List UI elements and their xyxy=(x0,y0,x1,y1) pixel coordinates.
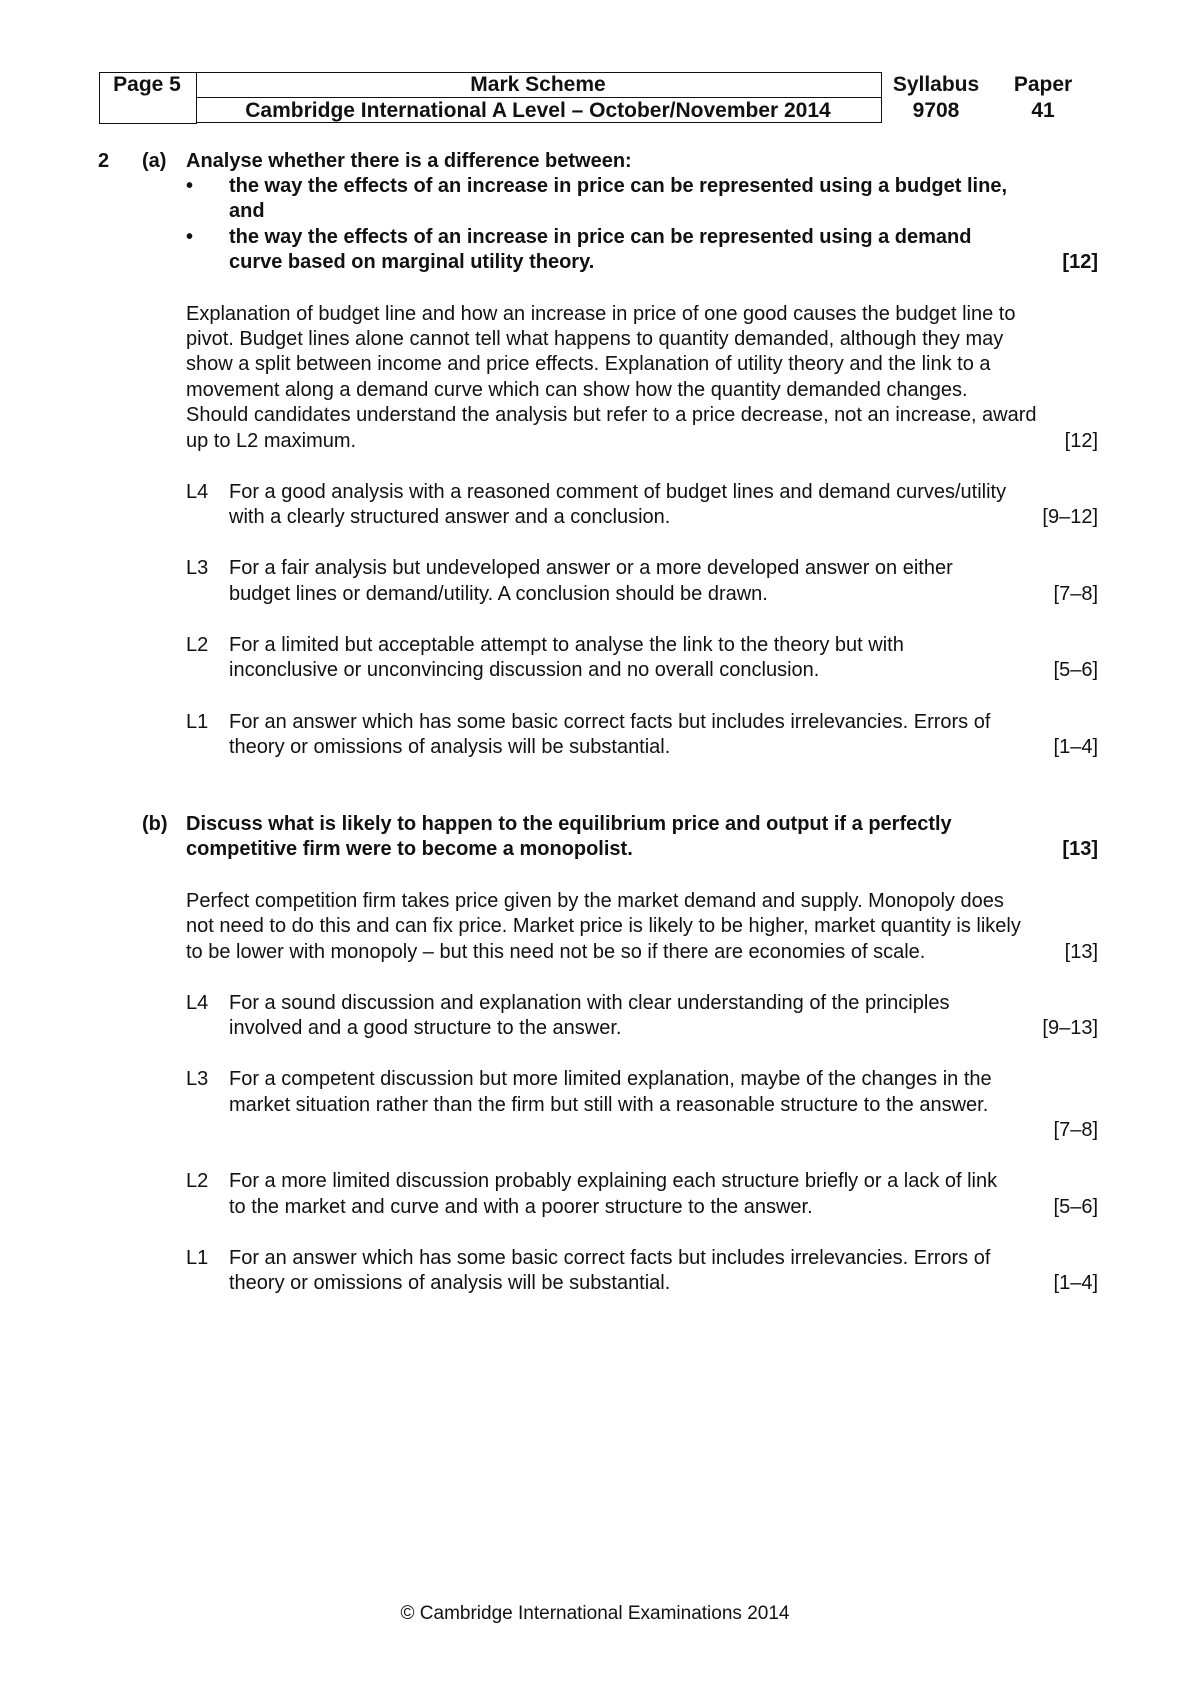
level-tag: L4 xyxy=(186,992,209,1014)
paper-label: Paper xyxy=(1013,73,1073,96)
guidance-line: pivot. Budget lines alone cannot tell what happens to quantity demanded, although they may xyxy=(186,328,1004,350)
doc-title: Mark Scheme xyxy=(470,73,606,96)
guidance-marks: [12] xyxy=(1064,430,1098,452)
level-tag: L3 xyxy=(186,557,209,579)
level-text-line-1: For a good analysis with a reasoned comment of budget lines and demand curves/utility xyxy=(229,481,1007,503)
level-marks: [9–13] xyxy=(1042,1017,1098,1039)
guidance-marks: [13] xyxy=(1064,941,1098,963)
syllabus-label: Syllabus xyxy=(892,73,980,96)
level-text-line-1: For an answer which has some basic correct facts but includes irrelevancies. Errors of xyxy=(229,1247,991,1269)
level-text-line-2: to the market and curve and with a poorer structure to the answer. xyxy=(229,1196,813,1218)
level-tag: L1 xyxy=(186,1247,209,1269)
level-marks: [7–8] xyxy=(1053,583,1098,605)
bullet-1-line-2: and xyxy=(229,200,265,222)
level-text-line-1: For a more limited discussion probably explaining each structure briefly or a lack of link xyxy=(229,1170,998,1192)
guidance-line: up to L2 maximum. xyxy=(186,430,357,452)
level-marks: [7–8] xyxy=(1053,1119,1098,1141)
part-b-stem-line-1: Discuss what is likely to happen to the equilibrium price and output if a perfectly xyxy=(186,813,952,835)
part-b-label: (b) xyxy=(142,813,168,835)
level-tag: L2 xyxy=(186,1170,209,1192)
part-b-marks: [13] xyxy=(1062,838,1098,860)
level-tag: L2 xyxy=(186,634,209,656)
guidance-line: Should candidates understand the analysis but refer to a price decrease, not an increase, award xyxy=(186,404,1037,426)
bullet-1-line-1: the way the effects of an increase in price can be represented using a budget line, xyxy=(229,175,1007,197)
level-text-line-1: For a fair analysis but undeveloped answer or a more developed answer on either xyxy=(229,557,953,579)
level-marks: [9–12] xyxy=(1042,506,1098,528)
level-tag: L3 xyxy=(186,1068,209,1090)
part-b-stem-line-2: competitive firm were to become a monopolist. xyxy=(186,838,633,860)
level-text-line-1: For a limited but acceptable attempt to analyse the link to the theory but with xyxy=(229,634,904,656)
level-marks: [1–4] xyxy=(1053,736,1098,758)
level-text-line-2: with a clearly structured answer and a conclusion. xyxy=(229,506,671,528)
syllabus-value: 9708 xyxy=(912,99,960,122)
guidance-line: movement along a demand curve which can show how the quantity demanded changes. xyxy=(186,379,968,401)
level-marks: [1–4] xyxy=(1053,1272,1098,1294)
page-number: Page 5 xyxy=(113,73,181,96)
level-marks: [5–6] xyxy=(1053,1196,1098,1218)
level-text-line-1: For a sound discussion and explanation with clear understanding of the principles xyxy=(229,992,950,1014)
question-number: 2 xyxy=(98,150,110,172)
part-a-stem: Analyse whether there is a difference between: xyxy=(186,150,632,172)
guidance-line: to be lower with monopoly – but this need not be so if there are economies of scale. xyxy=(186,941,926,963)
guidance-line: show a split between income and price effects. Explanation of utility theory and the link to a xyxy=(186,353,991,375)
level-tag: L4 xyxy=(186,481,209,503)
guidance-line: Explanation of budget line and how an increase in price of one good causes the budget line to xyxy=(186,303,1016,325)
level-text-line-2: inconclusive or unconvincing discussion and no overall conclusion. xyxy=(229,659,820,681)
paper-value: 41 xyxy=(1031,99,1055,122)
footer-copyright: © Cambridge International Examinations 2014 xyxy=(400,1603,790,1624)
guidance-line: not need to do this and can fix price. Market price is likely to be higher, market quantity is likely xyxy=(186,915,1021,937)
bullet-2-line-2: curve based on marginal utility theory. xyxy=(229,251,595,273)
level-marks: [5–6] xyxy=(1053,659,1098,681)
part-a-label: (a) xyxy=(142,150,167,172)
level-text-line-2: budget lines or demand/utility. A conclusion should be drawn. xyxy=(229,583,768,605)
bullet-1: • xyxy=(186,175,194,197)
bullet-2-line-1: the way the effects of an increase in price can be represented using a demand xyxy=(229,226,972,248)
level-text-line-2: involved and a good structure to the answer. xyxy=(229,1017,622,1039)
level-text-line-2: theory or omissions of analysis will be substantial. xyxy=(229,736,671,758)
level-text-line-2: theory or omissions of analysis will be substantial. xyxy=(229,1272,671,1294)
level-text-line-2: market situation rather than the firm but still with a reasonable structure to the answer. xyxy=(229,1094,989,1116)
part-a-marks: [12] xyxy=(1062,251,1098,273)
level-text-line-1: For a competent discussion but more limited explanation, maybe of the changes in the xyxy=(229,1068,992,1090)
level-text-line-1: For an answer which has some basic correct facts but includes irrelevancies. Errors of xyxy=(229,711,991,733)
level-tag: L1 xyxy=(186,711,209,733)
bullet-2: • xyxy=(186,226,194,248)
doc-subtitle: Cambridge International A Level – October/November 2014 xyxy=(245,99,831,122)
guidance-line: Perfect competition firm takes price given by the market demand and supply. Monopoly does xyxy=(186,890,1004,912)
